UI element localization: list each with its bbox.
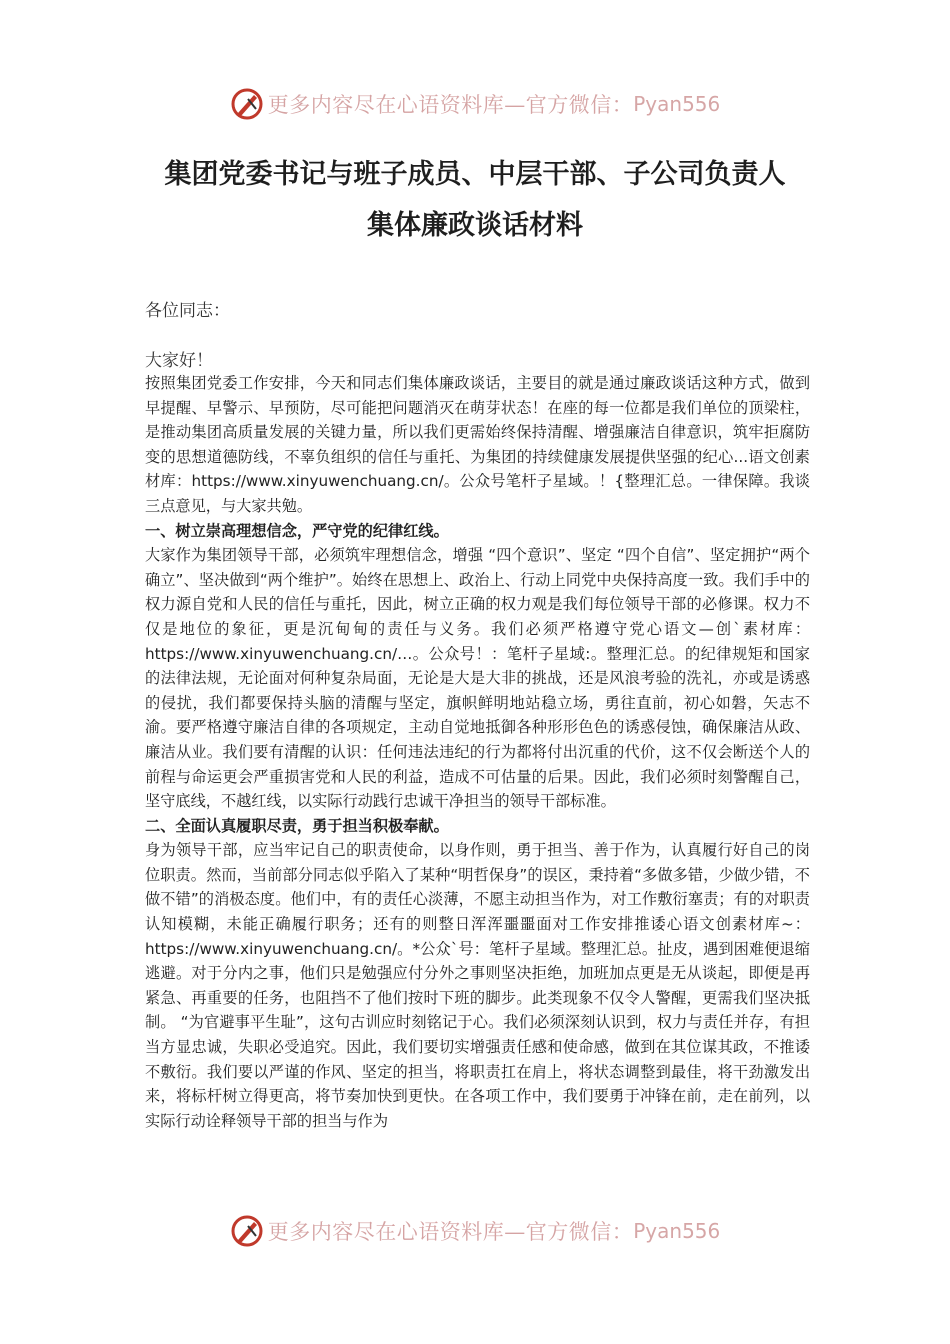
page-title-line-1: 集团党委书记与班子成员、中层干部、子公司负责人 [164, 159, 786, 190]
intro-paragraph: 按照集团党委工作安排，今天和同志们集体廉政谈话，主要目的就是通过廉政谈话这种方式，做到早提醒、早警示、早预防，尽可能把问题消灭在萌芽状态！在座的每一位都是我们单位的顶梁柱，是推动集团高质量发展的关键力量，所以我们更需始终保持清醒、增强廉洁自律意识，筑牢拒腐防变的思想道德防线，不辜负组织的信任与重托、为集团的持续健康发展提供坚强的纪心...语文创素材库：https://www.xinyuwenchuang.cn/。公众号笔杆子星域。！{整理汇总。一律保障。我谈三点意见，与大家共勉。 [145, 374, 810, 515]
banner-contact: Pyan556 [633, 1219, 721, 1243]
brand-logo-icon [230, 87, 264, 121]
page-title-line-2: 集体廉政谈话材料 [367, 210, 583, 241]
banner-contact: Pyan556 [633, 92, 721, 116]
header-banner [0, 84, 950, 124]
section-heading-2: 二、全面认真履职尽责，勇于担当积极奉献。 [145, 816, 449, 835]
banner-text: 更多内容尽在心语资料库—官方微信： [267, 1220, 634, 1244]
section-1-paragraph: 大家作为集团领导干部，必须筑牢理想信念，增强 “四个意识”、坚定 “四个自信”、坚定拥护“两个确立”、坚决做到“两个维护”。始终在思想上、政治上、行动上同党中央保持高度一致。我们手中的权力源自党和人民的信任与重托，因此，树立正确的权力观是我们每位领导干部的必修课。权力不仅是地位的象征，更是沉甸甸的责任与义务。我们必须严格遵守党心语文—创`素材库：https://www.xinyuwenchuang.cn/…。公众号！：笔杆子星域:。整理汇总。的纪律规矩和国家的法律法规，无论面对何种复杂局面，无论是大是大非的挑战，还是风浪考验的洗礼，亦或是诱惑的侵扰，我们都要保持头脑的清醒与坚定，旗帜鲜明地站稳立场，勇往直前，初心如磐，矢志不渝。要严格遵守廉洁自律的各项规定，主动自觉地抵御各种形形色色的诱惑侵蚀，确保廉洁从政、廉洁从业。我们要有清醒的认识：任何违法违纪的行为都将付出沉重的代价，这不仅会断送个人的前程与命运更会严重损害党和人民的利益，造成不可估量的后果。因此，我们必须时刻警醒自己，坚守底线，不越红线，以实际行动践行忠诚干净担当的领导干部标准。 [145, 546, 810, 811]
section-heading-1: 一、树立崇高理想信念，严守党的纪律红线。 [145, 521, 449, 540]
section-2-paragraph: 身为领导干部，应当牢记自己的职责使命，以身作则，勇于担当、善于作为，认真履行好自己的岗位职责。然而，当前部分同志似乎陷入了某种“明哲保身”的误区，秉持着“多做多错，少做少错，不做不错”的消极态度。他们中，有的责任心淡薄，不愿主动担当作为，对工作敷衍塞责；有的对职责认知模糊，未能正确履行职务；还有的则整日浑浑噩噩面对工作安排推诿心语文创素材库~：https://www.xinyuwenchuang.cn/。*公众`号：笔杆子星域。整理汇总。扯皮，遇到困难便退缩逃避。对于分内之事，他们只是勉强应付分外之事则坚决拒绝，加班加点更是无从谈起，即便是再紧急、再重要的任务，也阻挡不了他们按时下班的脚步。此类现象不仅令人警醒，更需我们坚决抵制。 “为官避事平生耻”，这句古训应时刻铭记于心。我们必须深刻认识到，权力与责任并存，有担当方显忠诚，失职必受追究。因此，我们要切实增强责任感和使命感，做到在其位谋其政，不推诿不敷衍。我们要以严谨的作风、坚定的担当，将职责扛在肩上，将状态调整到最佳，将干劲激发出来，将标杆树立得更高，将节奏加快到更快。在各项工作中，我们要勇于冲锋在前，走在前列，以实际行动诠释领导干部的担当与作为 [145, 841, 810, 1130]
document-body [145, 371, 810, 1133]
banner-text: 更多内容尽在心语资料库—官方微信： [267, 93, 634, 117]
footer-banner [0, 1211, 950, 1251]
brand-logo-icon [230, 1214, 264, 1248]
greeting: 大家好！ [145, 351, 213, 371]
salutation: 各位同志： [145, 301, 230, 321]
